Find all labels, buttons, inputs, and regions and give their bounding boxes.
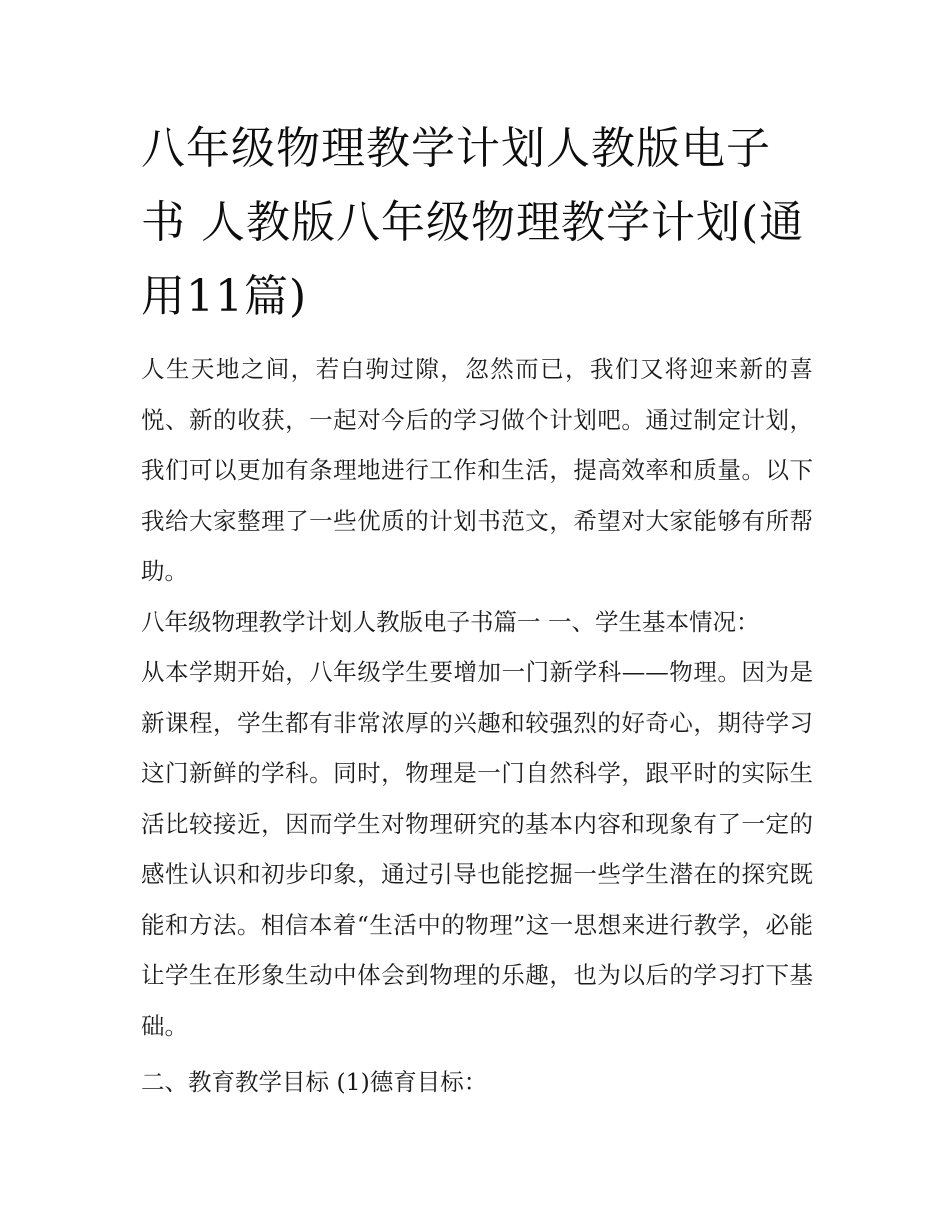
intro-paragraph: 人生天地之间，若白驹过隙，忽然而已，我们又将迎来新的喜悦、新的收获，一起对今后的学习做个计划吧。通过制定计划，我们可以更加有条理地进行工作和生活，提高效率和质量。以下我给大家整理了一些优质的计划书范文，希望对大家能够有所帮助。 <box>141 355 813 585</box>
section-heading-2: 二、教育教学目标 (1)德育目标： <box>141 1068 488 1096</box>
section-heading-1: 八年级物理教学计划人教版电子书篇一 一、学生基本情况： <box>141 607 760 636</box>
document-title: 八年级物理教学计划人教版电子书 人教版八年级物理教学计划(通用11篇) <box>141 123 805 322</box>
student-situation-paragraph: 从本学期开始，八年级学生要增加一门新学科——物理。因为是新课程，学生都有非常浓厚的兴趣和较强烈的好奇心，期待学习这门新鲜的学科。同时，物理是一门自然科学，跟平时的实际生活比较接近，因而学生对物理研究的基本内容和现象有了一定的感性认识和初步印象，通过引导也能挖掘一些学生潜在的探究既能和方法。相信本着“生活中的物理”这一思想来进行教学，必能让学生在形象生动中体会到物理的乐趣，也为以后的学习打下基础。 <box>141 658 813 1040</box>
document-page <box>141 112 813 1108</box>
